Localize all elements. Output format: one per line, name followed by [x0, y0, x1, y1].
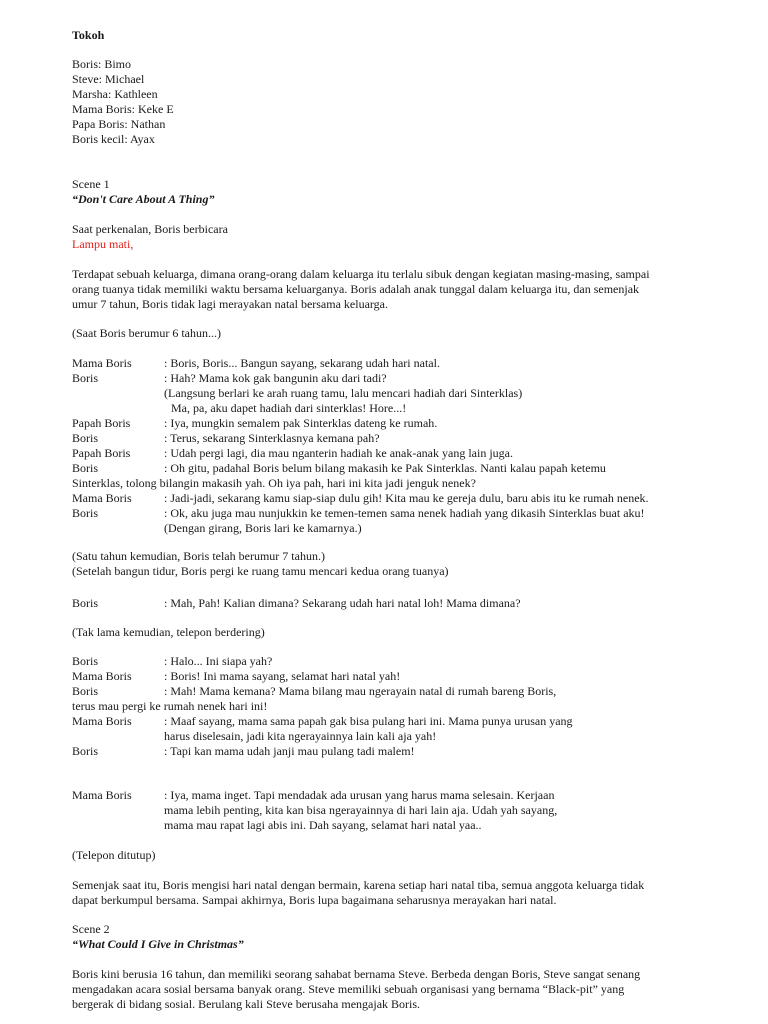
paragraph-line: Terdapat sebuah keluarga, dimana orang-orang dalam keluarga itu terlalu sibuk dengan kegiatan masing-masing, sampai: [72, 267, 650, 281]
speaker: Mama Boris: [72, 491, 132, 505]
line-text: : Iya, mama inget. Tapi mendadak ada urusan yang harus mama selesain. Kerjaan: [164, 788, 555, 802]
line-text: : Mah! Mama kemana? Mama bilang mau ngerayain natal di rumah bareng Boris,: [164, 684, 557, 698]
cast-line: Mama Boris: Keke E: [72, 102, 174, 116]
speaker: Boris: [72, 596, 99, 610]
speaker: Boris: [72, 654, 99, 668]
line-text: : Jadi-jadi, sekarang kamu siap-siap dulu gih! Kita mau ke gereja dulu, baru abis itu ke rumah nenek.: [164, 491, 649, 505]
cast-line: Boris: Bimo: [72, 57, 132, 71]
paragraph-line: bergerak di bidang sosial. Berulang kali Steve berusaha mengajak Boris.: [72, 997, 421, 1011]
dialogue-continuation: Sinterklas, tolong bilangin makasih yah. Oh iya pah, hari ini kita jadi jenguk nenek?: [72, 476, 476, 490]
stage-note: (Satu tahun kemudian, Boris telah berumur 7 tahun.): [72, 549, 325, 563]
line-text: : Oh gitu, padahal Boris belum bilang makasih ke Pak Sinterklas. Nanti kalau papah ketemu: [164, 461, 606, 475]
paragraph-line: umur 7 tahun, Boris tidak lagi merayakan natal bersama keluarga.: [72, 297, 389, 311]
line-text: : Hah? Mama kok gak bangunin aku dari tadi?: [164, 371, 387, 385]
stage-note: (Saat Boris berumur 6 tahun...): [72, 326, 221, 340]
scene-title: “What Could I Give in Christmas”: [72, 937, 244, 951]
speaker: Mama Boris: [72, 788, 132, 802]
scene-label: Scene 2: [72, 922, 110, 936]
speaker: Boris: [72, 684, 99, 698]
title-heading: Tokoh: [72, 28, 105, 42]
paragraph-line: Semenjak saat itu, Boris mengisi hari natal dengan bermain, karena setiap hari natal tiba, semua anggota keluarga tidak: [72, 878, 645, 892]
speaker: Boris: [72, 461, 99, 475]
speaker: Boris: [72, 744, 99, 758]
line-text: : Terus, sekarang Sinterklasnya kemana pah?: [164, 431, 380, 445]
stage-note: (Setelah bangun tidur, Boris pergi ke ruang tamu mencari kedua orang tuanya): [72, 564, 449, 578]
speaker: Boris: [72, 431, 99, 445]
cast-line: Steve: Michael: [72, 72, 145, 86]
line-text: (Langsung berlari ke arah ruang tamu, lalu mencari hadiah dari Sinterklas): [164, 386, 523, 400]
line-text: : Maaf sayang, mama sama papah gak bisa pulang hari ini. Mama punya urusan yang: [164, 714, 573, 728]
line-text: : Ok, aku juga mau nunjukkin ke temen-temen sama nenek hadiah yang dikasih Sinterklas buat aku!: [164, 506, 645, 520]
dialogue-continuation: terus mau pergi ke rumah nenek hari ini!: [72, 699, 268, 713]
line-text: : Boris! Ini mama sayang, selamat hari natal yah!: [164, 669, 401, 683]
speaker: Mama Boris: [72, 714, 132, 728]
line-text: : Tapi kan mama udah janji mau pulang tadi malem!: [164, 744, 415, 758]
paragraph-line: mengadakan acara sosial bersama banyak orang. Steve memiliki sebuah organisasi yang bernama “Black-pit” yang: [72, 982, 625, 996]
line-text: : Mah, Pah! Kalian dimana? Sekarang udah hari natal loh! Mama dimana?: [164, 596, 521, 610]
paragraph-line: orang tuanya tidak memiliki waktu bersama keluarganya. Boris adalah anak tunggal dalam keluarga itu, dan semenjak: [72, 282, 640, 296]
line-text: mama lebih penting, kita kan bisa ngerayainnya di hari lain aja. Udah yah sayang,: [164, 803, 558, 817]
line-text: (Dengan girang, Boris lari ke kamarnya.): [164, 521, 362, 535]
line-text: : Iya, mungkin semalem pak Sinterklas dateng ke rumah.: [164, 416, 438, 430]
cast-line: Boris kecil: Ayax: [72, 132, 155, 146]
stage-note: (Telepon ditutup): [72, 848, 156, 862]
speaker: Papah Boris: [72, 416, 131, 430]
scene-title: “Don't Care About A Thing”: [72, 192, 215, 206]
cast-line: Papa Boris: Nathan: [72, 117, 166, 131]
speaker: Mama Boris: [72, 356, 132, 370]
stage-note: (Tak lama kemudian, telepon berdering): [72, 625, 265, 639]
cast-line: Marsha: Kathleen: [72, 87, 158, 101]
line-text: Ma, pa, aku dapet hadiah dari sinterklas! Hore...!: [171, 401, 407, 415]
speaker: Papah Boris: [72, 446, 131, 460]
speaker: Boris: [72, 371, 99, 385]
line-text: : Udah pergi lagi, dia mau nganterin hadiah ke anak-anak yang lain juga.: [164, 446, 513, 460]
line-text: : Halo... Ini siapa yah?: [164, 654, 273, 668]
paragraph-line: Boris kini berusia 16 tahun, dan memiliki seorang sahabat bernama Steve. Berbeda dengan Boris, Steve sangat senang: [72, 967, 641, 981]
line-text: harus diselesain, jadi kita ngerayainnya lain kali aja yah!: [164, 729, 437, 743]
line-text: : Boris, Boris... Bangun sayang, sekarang udah hari natal.: [164, 356, 440, 370]
paragraph-line: dapat berkumpul bersama. Sampai akhirnya, Boris lupa bagaimana seharusnya merayakan hari natal.: [72, 893, 557, 907]
speaker: Mama Boris: [72, 669, 132, 683]
speaker: Boris: [72, 506, 99, 520]
intro-line: Saat perkenalan, Boris berbicara: [72, 222, 228, 236]
stage-direction-red: Lampu mati,: [72, 237, 134, 251]
line-text: mama mau rapat lagi abis ini. Dah sayang, selamat hari natal yaa..: [164, 818, 482, 832]
scene-label: Scene 1: [72, 177, 110, 191]
